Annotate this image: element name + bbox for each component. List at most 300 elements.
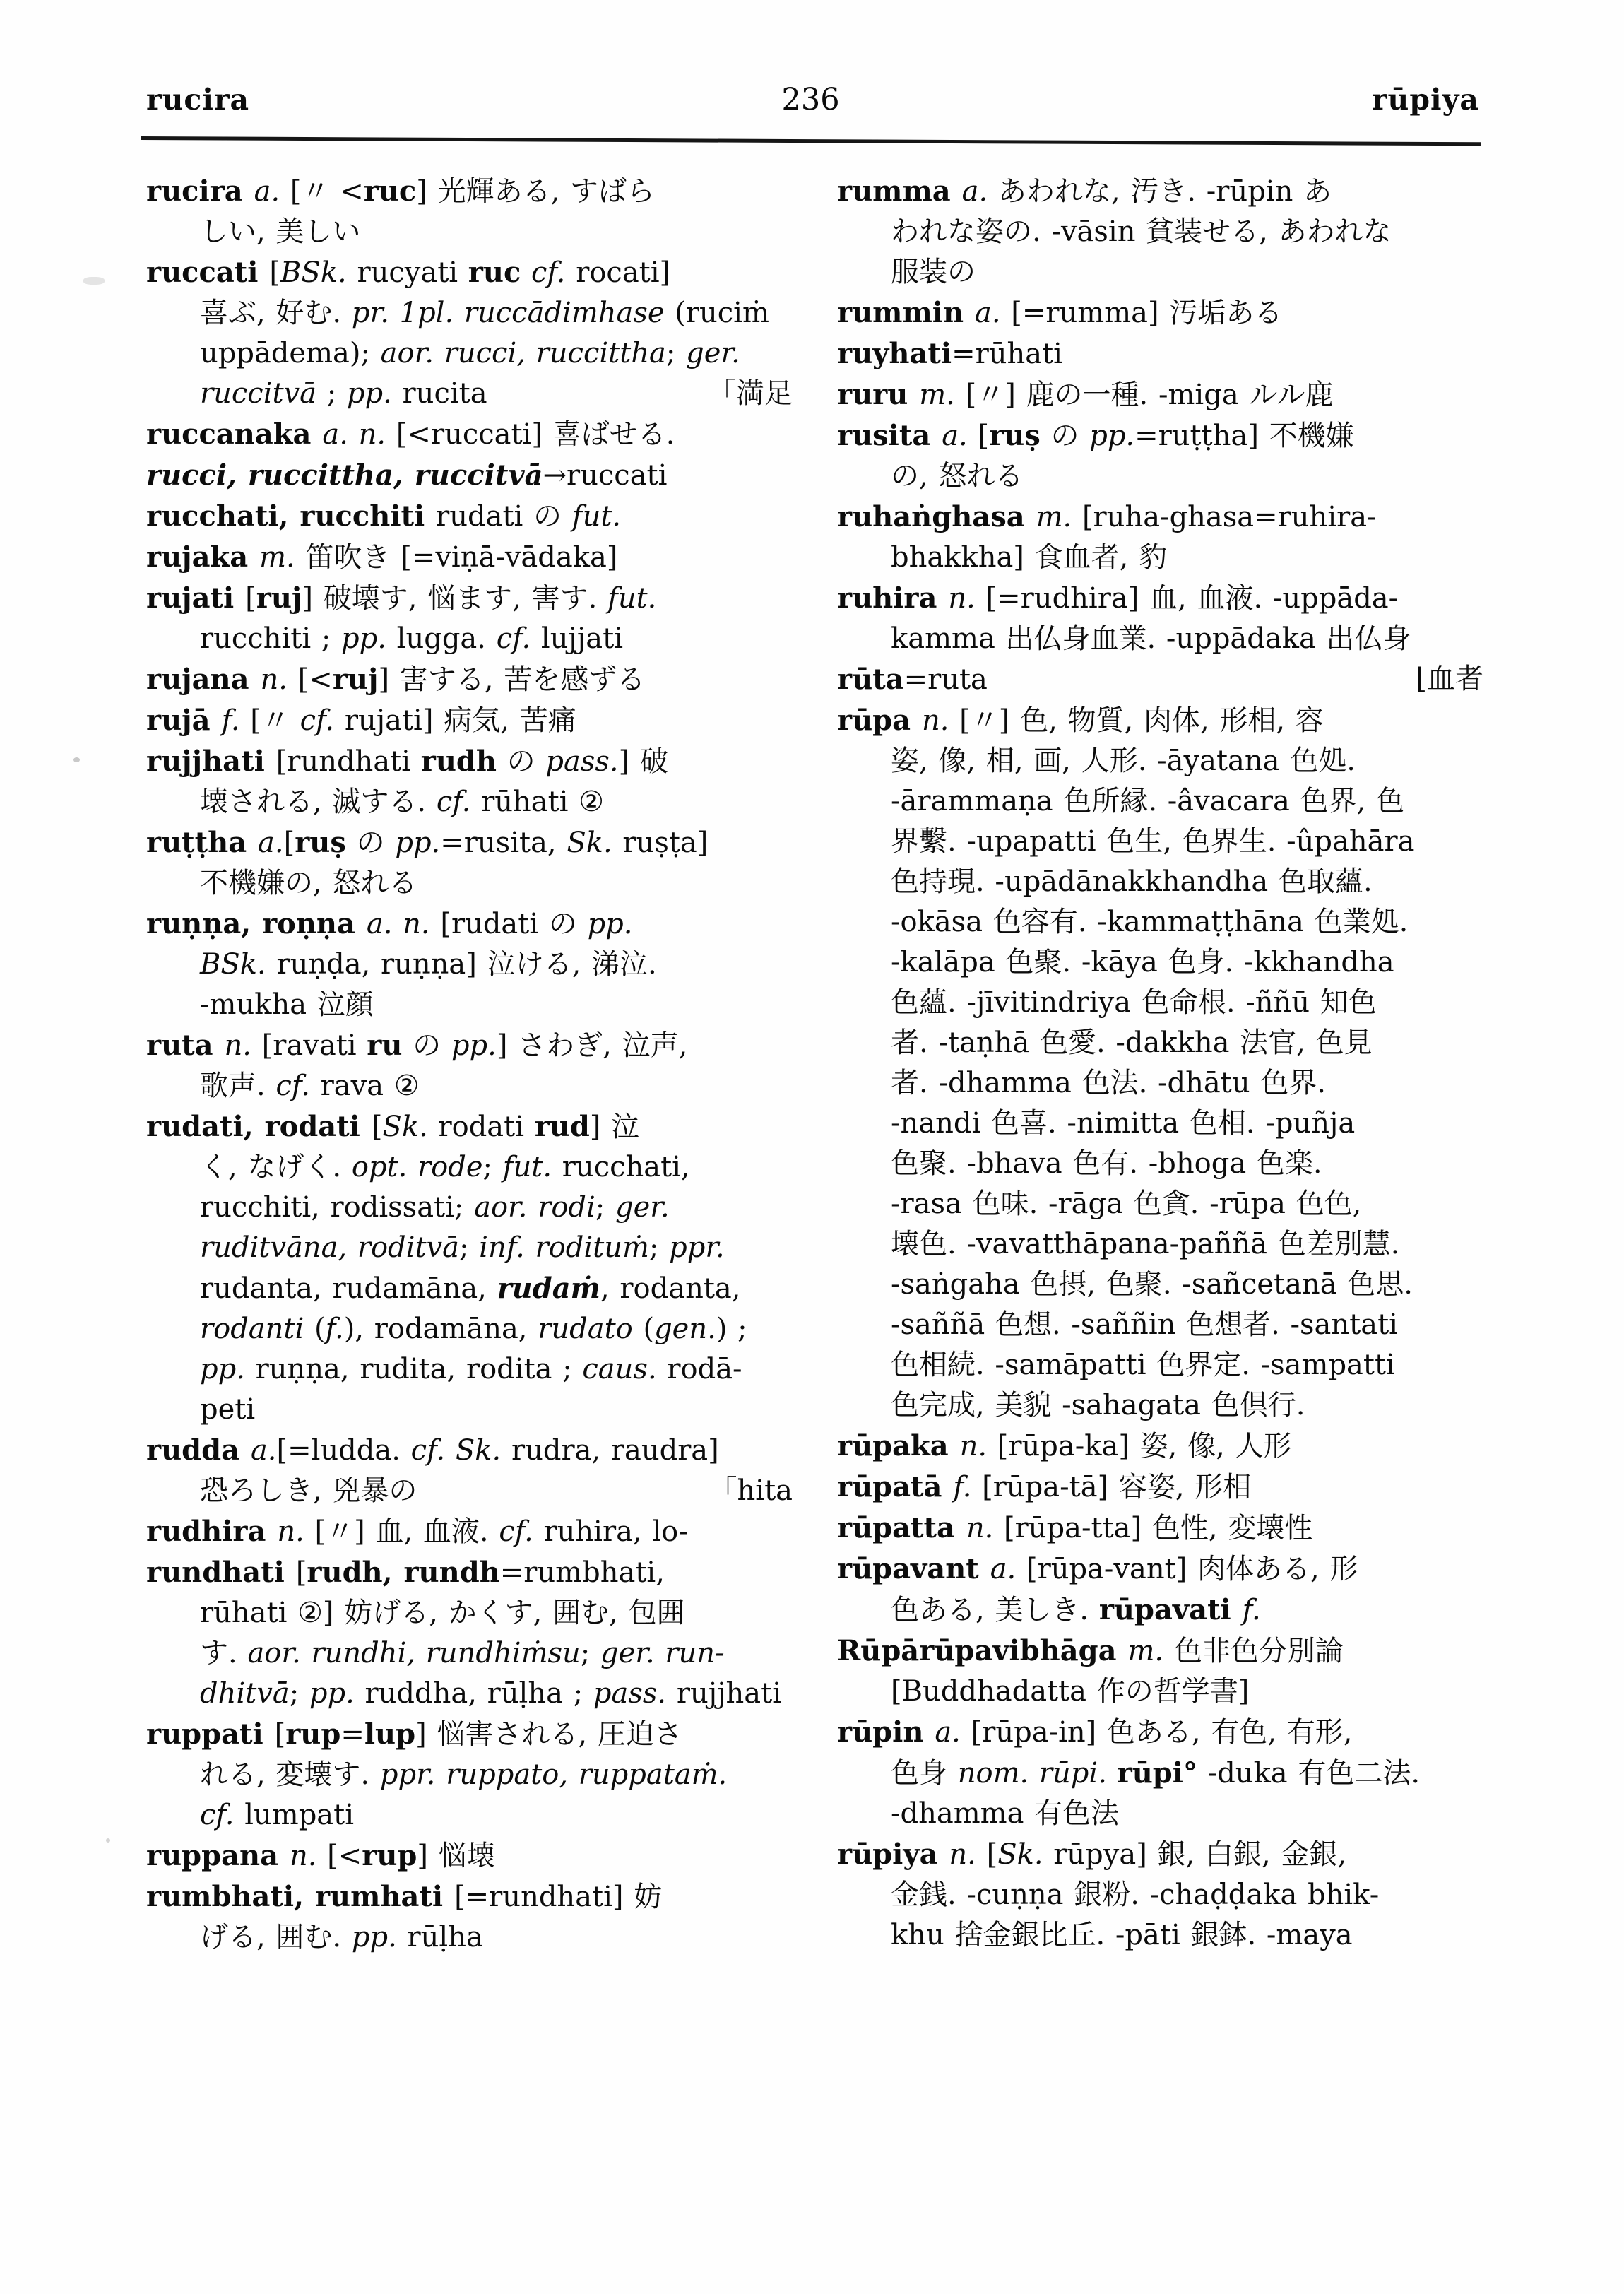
text-run: -rasa 色味. -rāga 色貪. -rūpa 色色,	[891, 1188, 1362, 1220]
page-header	[146, 82, 1479, 117]
entry-line	[837, 1265, 1483, 1305]
entry-line	[146, 1674, 793, 1714]
text-run: =rumbhati,	[499, 1556, 665, 1589]
text-run: dhitvā	[200, 1677, 290, 1710]
text-run: =rusita,	[440, 827, 567, 859]
text-run: (	[632, 1313, 655, 1345]
text-run: ;	[482, 1151, 503, 1183]
text-run: a.	[935, 1716, 961, 1749]
entry-line	[837, 1753, 1483, 1794]
headword: ruppati	[146, 1717, 275, 1751]
entry-line	[146, 659, 793, 700]
text-run: 者. -taṇhā 色愛. -dakkha 法官, 色見	[891, 1027, 1373, 1059]
entry-line	[837, 1834, 1483, 1875]
text-run	[521, 256, 531, 289]
entry-rusita	[837, 415, 1483, 497]
headword: ruccanaka	[146, 418, 323, 451]
text-run: げる, 囲む.	[200, 1921, 352, 1953]
text-run: pp.	[341, 622, 386, 655]
text-run: [rudati の	[429, 908, 588, 940]
text-run: fut.	[571, 500, 622, 533]
entry-line	[146, 1593, 793, 1633]
text-run: われな姿の. -vāsin 貧装せる, あわれな	[891, 215, 1392, 248]
text-run: rava ②	[309, 1070, 420, 1102]
entry-line	[837, 333, 1483, 374]
text-run: ru	[367, 1029, 403, 1062]
entry-line	[146, 1835, 793, 1876]
text-run: a.	[250, 1434, 277, 1467]
headword: rummin	[837, 296, 976, 329]
text-run: cf.	[300, 704, 335, 737]
text-run: 歌声.	[200, 1070, 276, 1102]
entry-line	[837, 659, 1483, 700]
entry-rudati-rodati	[146, 1106, 793, 1430]
text-run: ger.	[615, 1191, 670, 1224]
text-run: [〃] 色, 物質, 肉体, 形相, 容	[949, 704, 1324, 737]
text-run: n.	[224, 1029, 251, 1062]
headword: ruppana	[146, 1839, 290, 1872]
entry-line	[837, 1224, 1483, 1265]
headword: rucira	[146, 175, 254, 208]
text-run: [〃] 血, 血液.	[304, 1515, 499, 1548]
text-run: rodati	[427, 1111, 535, 1143]
text-run: [	[976, 1838, 998, 1871]
text-run: rūpya] 銀, 白銀, 金銀,	[1043, 1838, 1347, 1871]
entry-line	[837, 1508, 1483, 1549]
entry-line	[146, 1917, 793, 1958]
entry-line	[837, 781, 1483, 822]
entry-line	[146, 1268, 793, 1309]
headword: rūpatā	[837, 1470, 954, 1503]
text-run: [=rumma] 汚垢ある	[1000, 297, 1283, 329]
text-run	[1107, 1757, 1118, 1790]
text-run: 色蘊. -jīvitindriya 色命根. -ññū 知色	[891, 986, 1377, 1019]
entry-rumma	[837, 171, 1483, 292]
headword: rujaka	[146, 540, 260, 574]
text-run: 服装の	[891, 256, 976, 288]
text-run: rup	[285, 1717, 341, 1751]
text-run: pass.	[593, 1677, 667, 1710]
entry-line	[837, 741, 1483, 781]
text-run: ruṣ	[295, 826, 346, 859]
text-run: [rūpa-tā] 容姿, 形相	[971, 1471, 1252, 1503]
entry-line	[837, 538, 1483, 578]
entry-ruccati	[146, 252, 793, 414]
entry-line	[837, 942, 1483, 983]
text-run: 壊色. -vavatthāpana-paññā 色差別慧.	[891, 1228, 1400, 1260]
text-run: ruṣ	[989, 419, 1041, 452]
entry-line	[146, 455, 793, 496]
entry-ruttha	[146, 822, 793, 904]
headword: ruta	[146, 1029, 225, 1062]
entry-line	[837, 374, 1483, 415]
entry-line	[146, 1309, 793, 1349]
text-run: 色身	[891, 1757, 958, 1790]
headword: rudhira	[146, 1515, 278, 1548]
text-run: ruṣṭa]	[612, 827, 709, 859]
text-run: n.	[948, 582, 976, 615]
text-run: ] 破壊す, 悩ます, 害す.	[302, 582, 608, 615]
entry-line	[146, 252, 793, 293]
entry-line	[837, 1712, 1483, 1753]
text-run: caus.	[582, 1353, 657, 1385]
text-run: n.	[949, 1838, 976, 1871]
text-run: あわれな, 汚き. -rūpin あ	[988, 175, 1332, 208]
text-run: lujjati	[531, 622, 624, 655]
text-run: rodā-	[656, 1353, 742, 1385]
text-run: rucita	[391, 377, 487, 410]
text-run: Sk.	[567, 827, 612, 859]
entry-line	[146, 822, 793, 863]
text-run: rudaṁ	[497, 1272, 600, 1305]
text-run: rūpi°	[1117, 1756, 1197, 1790]
entry-ruja	[146, 700, 793, 741]
entry-line	[837, 619, 1483, 659]
text-run: a.	[254, 175, 280, 208]
text-run: -nandi 色喜. -nimitta 色相. -puñja	[891, 1107, 1356, 1140]
entry-line	[146, 1025, 793, 1066]
text-run: cf.	[531, 256, 566, 289]
entry-line	[837, 212, 1483, 252]
headword: rūpaka	[837, 1429, 960, 1462]
entry-line	[837, 1875, 1483, 1915]
headword: rudda	[146, 1433, 251, 1467]
text-run: ;	[580, 1637, 600, 1669]
entry-line	[146, 1066, 793, 1106]
entry-line	[146, 1147, 793, 1188]
text-run: n.	[260, 663, 288, 696]
entry-line	[146, 496, 793, 537]
text-run: ] 光輝ある, すばら	[416, 175, 656, 208]
text-run: rujjhati	[666, 1677, 781, 1710]
text-run: (	[304, 1313, 326, 1345]
text-run: n.	[921, 704, 949, 737]
text-run: ruddha, rūḷha ;	[354, 1677, 593, 1710]
text-run: bhakkha] 食血者, 豹	[891, 541, 1168, 574]
entry-line	[837, 578, 1483, 619]
text-run: [rūpa-ka] 姿, 像, 人形	[987, 1430, 1292, 1462]
entry-line	[837, 415, 1483, 456]
text-run: [ruha-ghasa=ruhira-	[1072, 501, 1377, 533]
text-run: n.	[277, 1515, 304, 1548]
turnover-text: ⌊血者	[1416, 663, 1483, 695]
headword: rujati	[146, 581, 246, 615]
text-run: ;	[595, 1191, 615, 1224]
text-run: [	[245, 582, 256, 615]
text-run: ] 悩壊	[417, 1840, 495, 1872]
scan-speck	[73, 757, 80, 762]
guide-word-right: rūpiya	[1371, 83, 1479, 117]
text-run: rudati の	[436, 500, 572, 533]
text-run: cf. Sk.	[410, 1434, 502, 1467]
text-run: =	[340, 1718, 364, 1751]
entry-line	[146, 741, 793, 782]
text-run: [=ludda.	[276, 1434, 411, 1467]
text-run: [	[371, 1111, 383, 1143]
text-run: rudh, rundh	[307, 1556, 500, 1589]
entry-line	[837, 1794, 1483, 1834]
entry-line	[837, 822, 1483, 862]
text-run: [Buddhadatta 作の哲学書]	[891, 1675, 1250, 1708]
turnover-text: 「hita	[709, 1474, 793, 1507]
entry-line	[146, 1876, 793, 1917]
text-run: peti	[200, 1393, 256, 1426]
scan-speck	[106, 1838, 110, 1843]
text-run: の	[402, 1029, 451, 1062]
text-run: 色ある, 美しき.	[891, 1594, 1099, 1626]
text-run: m.	[259, 541, 295, 574]
text-run: , rodanta,	[600, 1272, 741, 1305]
text-run: -kalāpa 色聚. -kāya 色身. -kkhandha	[891, 946, 1394, 979]
text-run: ruhira, lo-	[533, 1515, 688, 1548]
text-run: Sk.	[997, 1838, 1043, 1871]
entry-ruuta	[837, 659, 1483, 700]
text-run: の, 怒れる	[891, 460, 1024, 492]
entry-rummin	[837, 292, 1483, 333]
text-run: ruj	[332, 663, 379, 696]
text-run: ] 破	[618, 745, 668, 778]
entry-ruru	[837, 374, 1483, 415]
text-run: [	[283, 827, 295, 859]
text-run: [rūpa-vant] 肉体ある, 形	[1016, 1553, 1358, 1585]
text-run: khu 捨金銀比丘. -pāti 銀鉢. -maya	[891, 1919, 1353, 1951]
text-run: rūhati ②	[470, 786, 605, 818]
text-run: ger.	[686, 337, 740, 369]
text-run: pp.	[351, 1921, 397, 1953]
text-run: ruc	[363, 175, 417, 208]
headword: rumbhati, rumhati	[146, 1880, 455, 1913]
entry-line	[837, 1305, 1483, 1345]
entry-line	[837, 1549, 1483, 1590]
text-run: fut.	[607, 582, 657, 615]
entry-line	[837, 1184, 1483, 1224]
text-run: 色持現. -upādānakkhandha 色取蘊.	[891, 865, 1373, 898]
text-run: 界繫. -upapatti 色生, 色界生. -ûpahāra	[891, 825, 1415, 858]
text-run: 色相続. -samāpatti 色界定. -sampatti	[891, 1349, 1395, 1381]
entry-line	[837, 1385, 1483, 1426]
headword: rucci, ruccittha, ruccitvā	[146, 459, 543, 492]
text-run: m.	[1127, 1635, 1164, 1667]
entry-ruhira	[837, 578, 1483, 659]
text-run: lumpati	[234, 1799, 355, 1831]
entry-line	[146, 863, 793, 904]
entry-ruta	[146, 1025, 793, 1106]
text-run: ger. run-	[600, 1637, 725, 1669]
text-run: lugga.	[386, 622, 497, 655]
headword: rūpin	[837, 1715, 935, 1749]
entry-line	[146, 578, 793, 619]
headword: ruṭṭha	[146, 826, 259, 859]
text-run: rodanti	[200, 1313, 304, 1345]
text-run: pp.	[346, 377, 392, 410]
text-run: m.	[1036, 501, 1072, 533]
headword: rūpavant	[837, 1552, 990, 1585]
text-run: rucyati	[346, 256, 468, 289]
text-run: [rundhati	[275, 745, 421, 778]
entry-line	[146, 700, 793, 741]
text-run: の	[496, 745, 546, 778]
text-run: nom. rūpi.	[957, 1757, 1107, 1790]
entry-rumbhati-rumhati	[146, 1876, 793, 1958]
headword: ruccati	[146, 256, 270, 289]
entry-line	[146, 1390, 793, 1430]
entry-line	[146, 1795, 793, 1835]
entry-ruupaka	[837, 1426, 1483, 1467]
entry-line	[146, 1188, 793, 1228]
text-run: pp.	[451, 1029, 497, 1062]
entry-ruupavant	[837, 1549, 1483, 1631]
text-run: -dhamma 有色法	[891, 1797, 1120, 1830]
entry-ruupataa	[837, 1467, 1483, 1508]
text-run: a. n.	[322, 418, 386, 451]
text-run: a.	[961, 175, 988, 208]
text-run: [rūpa-tta] 色性, 変壊性	[993, 1512, 1313, 1544]
text-run: [〃] 鹿の一種. -miga ルル鹿	[954, 379, 1334, 411]
headword: rujā	[146, 704, 222, 737]
text-run: →ruccati	[543, 459, 668, 492]
text-run: -ārammaṇa 色所縁. -âvacara 色界, 色	[891, 785, 1404, 817]
text-run: pp.	[395, 827, 441, 859]
text-run: BSk.	[200, 948, 266, 981]
text-run: 色聚. -bhava 色有. -bhoga 色楽.	[891, 1147, 1322, 1180]
text-run: f.	[1242, 1594, 1261, 1626]
headword: rucchati, rucchiti	[146, 499, 437, 533]
entry-line	[146, 619, 793, 659]
text-run: f.	[953, 1471, 972, 1503]
text-run: cf.	[436, 786, 471, 818]
entry-ruuparuupavibhaga	[837, 1631, 1483, 1712]
text-run: f.	[325, 1313, 344, 1345]
text-run: [	[295, 1556, 307, 1589]
entry-line	[837, 497, 1483, 538]
entry-line	[837, 292, 1483, 333]
text-run: a.	[975, 297, 1001, 329]
text-run: aor. rodi	[474, 1191, 595, 1224]
text-run: ;	[458, 1231, 480, 1264]
text-run: ;	[316, 377, 347, 410]
entry-line	[837, 1631, 1483, 1672]
text-run: n.	[959, 1430, 988, 1462]
headword: ruhaṅghasa	[837, 500, 1036, 533]
text-run: pp.	[200, 1353, 245, 1385]
text-run: rucchiti, rodissati;	[200, 1191, 475, 1224]
entry-line	[146, 212, 793, 252]
text-run: ppr. ruppato, ruppataṁ.	[379, 1758, 728, 1791]
text-run: ruditvāna, roditvā	[200, 1231, 459, 1264]
entry-ruupatta	[837, 1508, 1483, 1549]
entry-line	[146, 414, 793, 455]
text-run: ppr.	[669, 1231, 725, 1264]
header-rule	[141, 136, 1481, 146]
text-run: a.	[258, 827, 284, 859]
text-run: aor. rucci, ruccittha	[380, 337, 666, 369]
entry-line	[146, 1511, 793, 1552]
entry-rucira	[146, 171, 793, 252]
text-run: n.	[289, 1840, 317, 1872]
entry-line	[837, 1672, 1483, 1712]
entry-line	[146, 537, 793, 578]
text-run: f.	[221, 704, 240, 737]
text-run: rud	[534, 1110, 590, 1143]
entry-line	[146, 1471, 793, 1511]
text-run: 喜ぶ, 好む.	[200, 297, 352, 329]
entry-rudhira	[146, 1511, 793, 1552]
entry-line	[837, 1104, 1483, 1144]
text-run: ] 悩害される, 圧迫さ	[415, 1718, 682, 1751]
entry-runna-ronna	[146, 904, 793, 1025]
text-run: ruccitvā	[200, 377, 316, 410]
text-run: kamma 出仏身血業. -uppādaka 出仏身	[891, 622, 1411, 655]
entry-rundhati	[146, 1552, 793, 1714]
headword: ruṇṇa, roṇṇa	[146, 907, 367, 940]
text-run: =rūhati	[952, 338, 1062, 370]
text-run: [ravati	[251, 1029, 367, 1062]
text-run: m.	[919, 379, 955, 411]
text-run: の	[345, 827, 396, 859]
entry-line	[146, 1349, 793, 1390]
entry-rujati	[146, 578, 793, 659]
text-run: 不機嫌の, 怒れる	[200, 867, 417, 899]
text-run: pr. 1pl. ruccādimhase	[351, 297, 665, 329]
text-run: 金銭. -cuṇṇa 銀粉. -chaḍḍaka bhik-	[891, 1879, 1380, 1911]
text-run: -saññā 色想. -saññin 色想者. -santati	[891, 1308, 1398, 1341]
text-run: -okāsa 色容有. -kammaṭṭhāna 色業処.	[891, 906, 1409, 938]
entry-line	[146, 1552, 793, 1593]
text-run: a.	[990, 1553, 1017, 1585]
column-left	[146, 171, 793, 1958]
entry-line	[146, 985, 793, 1025]
text-run: ] 泣	[589, 1111, 640, 1143]
text-run: rup	[362, 1839, 417, 1872]
text-run: BSk.	[280, 256, 347, 289]
text-run: pp.	[587, 908, 633, 940]
entry-line	[146, 333, 793, 374]
text-run: cf.	[499, 1515, 533, 1548]
headword: rūpiya	[837, 1838, 949, 1871]
entry-line	[837, 1144, 1483, 1184]
entry-ruhanghasa	[837, 497, 1483, 578]
text-run: す.	[200, 1637, 248, 1669]
headword: ruyhati	[837, 337, 952, 370]
text-run: rudanta, rudamāna,	[200, 1272, 497, 1305]
entry-line	[837, 1023, 1483, 1063]
text-run: aor. rundhi, rundhiṁsu	[247, 1637, 581, 1669]
text-run: (ruciṁ	[664, 297, 769, 329]
text-run: しい, 美しい	[200, 215, 361, 248]
text-run: a.	[942, 420, 968, 452]
entry-line	[837, 983, 1483, 1023]
entry-line	[146, 945, 793, 985]
text-run: 恐ろしき, 兇暴の	[200, 1474, 417, 1507]
entry-line	[837, 1467, 1483, 1508]
text-run: [<ruccati] 喜ばせる.	[386, 418, 675, 451]
headword: rundhati	[146, 1556, 296, 1589]
text-run: [=rudhira] 血, 血液. -uppāda-	[975, 582, 1399, 615]
headword: rūta	[837, 663, 904, 696]
headword: Rūpārūpavibhāga	[837, 1634, 1128, 1667]
entry-line	[837, 252, 1483, 292]
text-run: rujati] 病気, 苦痛	[334, 704, 576, 737]
text-run: ) ;	[716, 1313, 747, 1345]
text-run: a. n.	[366, 908, 430, 940]
text-run: inf. rodituṁ	[479, 1231, 649, 1264]
entry-line	[146, 171, 793, 212]
headword: rujjhati	[146, 745, 276, 778]
text-run: gen.	[654, 1313, 716, 1345]
text-run: pp.	[1089, 420, 1135, 452]
entry-line	[146, 293, 793, 333]
entry-line	[837, 1063, 1483, 1104]
